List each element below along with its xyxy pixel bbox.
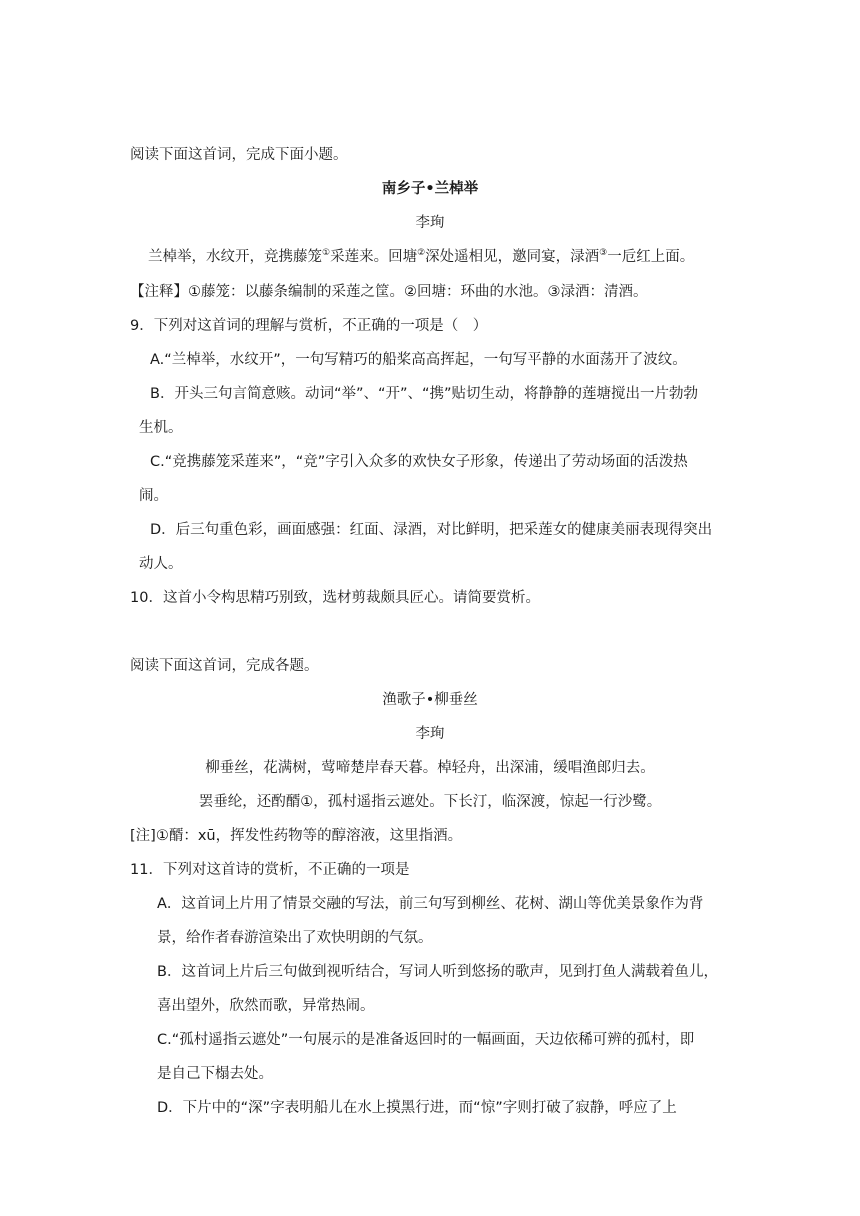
q9-option-d-cont: 动人。 — [139, 556, 183, 572]
q11-option-c: C.“孤村遥指云遮处”一句展示的是准备返回时的一幅画面，天边依稀可辨的孤村，即 — [157, 1032, 695, 1048]
q9-option-d: D．后三句重色彩，画面感强：红面、渌酒，对比鲜明，把采莲女的健康美丽表现得突出 — [150, 522, 713, 538]
q11-option-a: A．这首词上片用了情景交融的写法，前三句写到柳丝、花树、湖山等优美景象作为背 — [157, 896, 704, 912]
q11-option-b-cont: 喜出望外，欣然而歌，异常热闹。 — [157, 998, 375, 1014]
section2-poem-title: 渔歌子•柳垂丝 — [382, 692, 478, 708]
poem-text-part: 深处遥相见，邀同宴，渌酒 — [425, 249, 600, 265]
q9-option-a: A.“兰棹举，水纹开”，一句写精巧的船桨高高挥起，一句写平静的水面荡开了波纹。 — [150, 352, 687, 368]
footnote-marker: ② — [417, 248, 426, 259]
q11-option-d: D．下片中的“深”字表明船儿在水上摸黑行进，而“惊”字则打破了寂静，呼应了上 — [157, 1100, 677, 1116]
q11-option-a-cont: 景，给作者春游渲染出了欢快明朗的气氛。 — [157, 930, 433, 946]
poem-text-part: 采莲来。回塘 — [330, 249, 418, 265]
section1-instruction: 阅读下面这首词，完成下面小题。 — [130, 147, 348, 163]
section2-author: 李珣 — [415, 726, 445, 742]
poem-text-part: 一卮红上面。 — [607, 249, 695, 265]
section1-note: 【注释】①藤笼：以藤条编制的采莲之筐。②回塘：环曲的水池。③渌酒：清酒。 — [130, 284, 648, 300]
section2-instruction: 阅读下面这首词，完成各题。 — [130, 658, 319, 674]
poem-text-part: 兰棹举，水纹开，竞携藤笼 — [148, 249, 322, 265]
q11-option-b: B．这首词上片后三句做到视听结合，写词人听到悠扬的歌声，见到打鱼人满载着鱼儿， — [157, 964, 718, 980]
q9-option-c-cont: 闹。 — [139, 488, 168, 504]
section2-note: [注]①醑：xū，挥发性药物等的醇溶液，这里指酒。 — [130, 828, 463, 844]
question-11: 11．下列对这首诗的赏析，不正确的一项是 — [130, 862, 410, 878]
q9-option-b-cont: 生机。 — [139, 420, 183, 436]
footnote-marker: ③ — [599, 248, 608, 259]
section2-poem-line-2: 罢垂纶，还酌醑①，孤村遥指云遮处。下长汀，临深渡，惊起一行沙鹭。 — [198, 794, 662, 810]
q9-option-b: B．开头三句言简意赅。动词“举”、“开”、“携”贴切生动，将静静的莲塘搅出一片勃勃 — [150, 386, 699, 402]
section1-poem-text — [148, 247, 694, 267]
question-10: 10．这首小令构思精巧别致，选材剪裁颇具匠心。请简要赏析。 — [130, 590, 540, 606]
footnote-marker: ① — [322, 248, 331, 259]
q9-option-c: C.“竞携藤笼采莲来”，“竞”字引入众多的欢快女子形象，传递出了劳动场面的活泼热 — [150, 454, 688, 470]
section2-poem-line-1: 柳垂丝，花满树，莺啼楚岸春天暮。棹轻舟，出深浦，缓唱渔郎归去。 — [205, 760, 655, 776]
section1-author: 李珣 — [415, 215, 445, 231]
section1-poem-title: 南乡子•兰棹举 — [381, 181, 479, 197]
q11-option-c-cont: 是自己下榻去处。 — [157, 1066, 273, 1082]
question-9: 9．下列对这首词的理解与赏析，不正确的一项是（ ） — [130, 318, 488, 334]
